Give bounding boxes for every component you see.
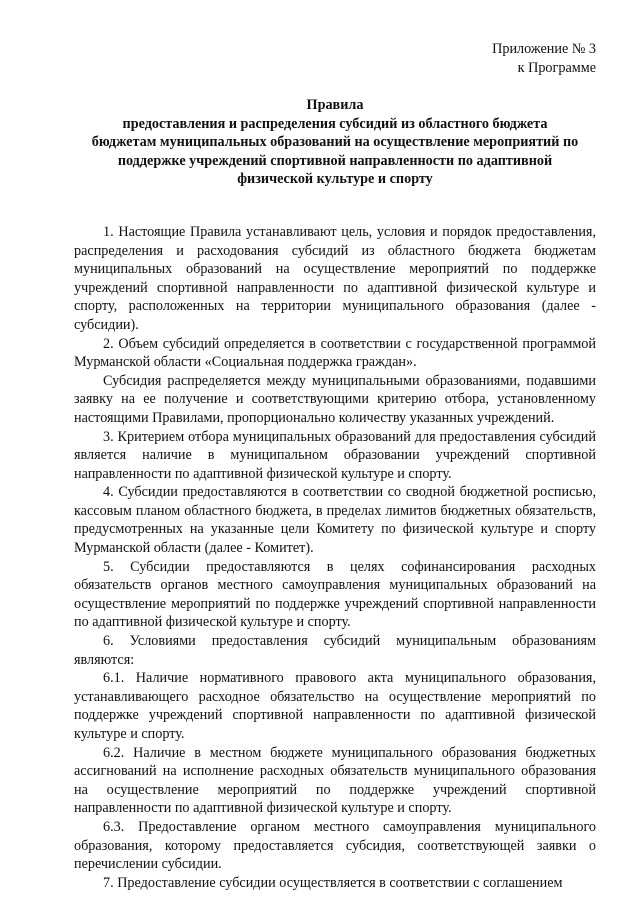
paragraph-2-cont: Субсидия распределяется между муниципальными образованиями, подавшими заявку на ее получение и соответствующими критерию отбора, установленному настоящими Правилами, пропорционально количеству указанных учреждений.	[74, 372, 596, 426]
paragraph-5: 5. Субсидии предоставляются в целях софинансирования расходных обязательств органов местного самоуправления муниципальных образований на осуществление мероприятий по поддержке учреждений спортивной направленности по адаптивной физической культуре и спорту.	[74, 558, 596, 631]
title-heading: Правила	[306, 97, 364, 113]
appendix-line-1: Приложение № 3	[492, 41, 596, 57]
paragraph-3: 3. Критерием отбора муниципальных образований для предоставления субсидий является наличие в муниципальном образовании учреждений спортивной направленности по адаптивной физической культуре и спорту.	[74, 428, 596, 482]
paragraph-7: 7. Предоставление субсидии осуществляется в соответствии с соглашением	[103, 874, 563, 891]
appendix-line-2: к Программе	[517, 60, 596, 76]
appendix-note	[74, 40, 596, 78]
paragraph-6-2: 6.2. Наличие в местном бюджете муниципального образования бюджетных ассигнований на исполнение расходных обязательств муниципального образования на осуществление мероприятий по поддержке учреждений спортивной направленности по адаптивной физической культуре и спорту.	[74, 744, 596, 817]
paragraph-6-3: 6.3. Предоставление органом местного самоуправления муниципального образования, которому предоставляется субсидия, соответствующей заявки о перечислении субсидии.	[74, 818, 596, 873]
document-body	[74, 223, 596, 892]
title-line: физической культуре и спорту	[237, 171, 433, 188]
paragraph-6-1: 6.1. Наличие нормативного правового акта муниципального образования, устанавливающего расходное обязательство на осуществление мероприятий по поддержке учреждений спортивной направленности по адаптивной физической культуре и спорту.	[74, 670, 596, 742]
document-title	[74, 96, 596, 189]
title-line: бюджетам муниципальных образований на осуществление мероприятий по	[91, 134, 579, 151]
title-line: поддержке учреждений спортивной направленности по адаптивной	[117, 152, 553, 169]
paragraph-4: 4. Субсидии предоставляются в соответствии со сводной бюджетной росписью, кассовым планом областного бюджета, в пределах лимитов бюджетных обязательств, предусмотренных на указанные цели Комитету по физической культуре и спорту Мурманской области (далее - Комитет).	[74, 484, 596, 557]
paragraph-2: 2. Объем субсидий определяется в соответствии с государственной программой Мурманской области «Социальная поддержка граждан».	[74, 335, 596, 371]
paragraph-1: 1. Настоящие Правила устанавливают цель, условия и порядок предоставления, распределения и расходования субсидий из областного бюджета бюджетам муниципальных образований на осуществление мероприятий по поддержке учреждений спортивной направленности по адаптивной физической культуре и спорту, расположенных на территории муниципального образования (далее - субсидии).	[74, 223, 596, 333]
paragraph-6: 6. Условиями предоставления субсидий муниципальным образованиям являются:	[74, 633, 596, 668]
title-line: предоставления и распределения субсидий из областного бюджета	[122, 115, 548, 132]
